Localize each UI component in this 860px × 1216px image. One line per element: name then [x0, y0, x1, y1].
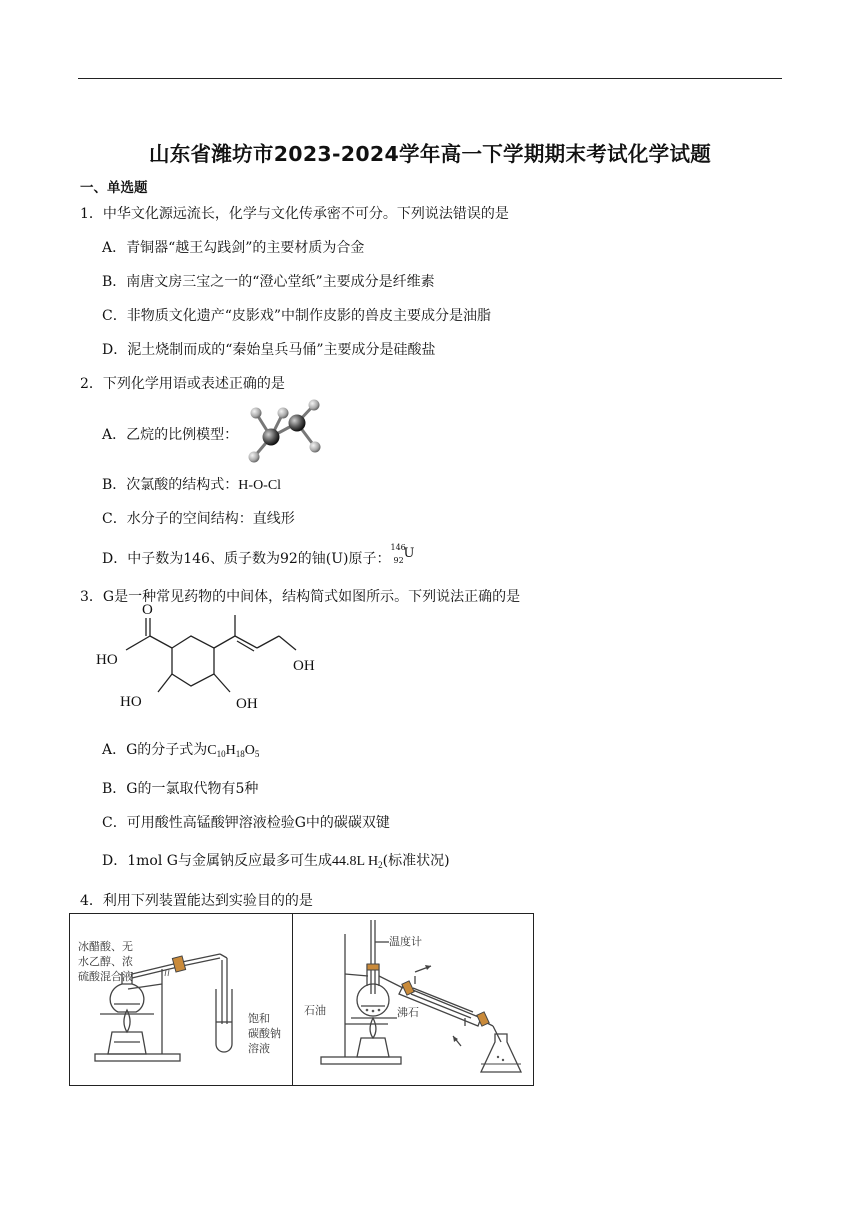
reagent-label-line2: 水乙醇、浓: [78, 955, 133, 968]
element-symbol: U: [403, 546, 415, 561]
tube-label-line2: 碳酸钠: [248, 1027, 281, 1040]
carboxyl-hydroxyl: HO: [96, 652, 118, 668]
q2-option-d: [102, 545, 416, 569]
q4-stem: 4．利用下列装置能达到实验目的的是: [80, 893, 313, 909]
carbonyl-oxygen: O: [142, 602, 153, 618]
reagent-label-line3: 硫酸混合液: [78, 970, 133, 983]
section-heading: 一、单选题: [80, 180, 148, 196]
atomic-number: 92: [393, 556, 404, 565]
page-title: 山东省潍坊市2023-2024学年高一下学期期末考试化学试题: [148, 142, 712, 166]
oil-label: 石油: [304, 1004, 326, 1017]
q1-option-c: C．非物质文化遗产“皮影戏”中制作皮影的兽皮主要成分是油脂: [102, 308, 492, 324]
formula-c: C: [207, 743, 217, 758]
q1-option-b: B．南唐文房三宝之一的“澄心堂纸”主要成分是纤维素: [102, 274, 435, 290]
q2-option-b: [102, 474, 281, 494]
formula-c-count: 10: [216, 749, 226, 759]
ring-hydroxyl-right: OH: [236, 696, 258, 712]
hydrogen-subscript: 2: [378, 860, 383, 870]
uranium-isotope: [390, 545, 416, 569]
apparatus-figure-box: [69, 913, 534, 1086]
q3-option-c: C．可用酸性高锰酸钾溶液检验G中的碳碳双键: [102, 815, 390, 831]
hydrogen-volume: [332, 854, 383, 869]
hydrogen-volume-value: 44.8L H: [331, 854, 379, 869]
formula-h: H: [225, 743, 236, 758]
reagent-label-line1: 冰醋酸、无: [78, 940, 133, 953]
formula-o-count: 5: [254, 749, 260, 759]
thermometer-label: 温度计: [389, 935, 422, 948]
q1-stem: 1．中华文化源远流长，化学与文化传承密不可分。下列说法错误的是: [80, 206, 509, 222]
q2-option-c: C．水分子的空间结构：直线形: [102, 511, 295, 527]
header-rule: [78, 78, 782, 79]
tube-label-line1: 饱和: [248, 1012, 270, 1025]
terminal-hydroxyl: OH: [293, 658, 315, 674]
tube-label-line3: 溶液: [248, 1042, 270, 1055]
q1-option-a: A．青铜器“越王勾践剑”的主要材质为合金: [102, 240, 365, 256]
q3-option-d-suffix: (标准状况): [382, 853, 450, 869]
q2-option-d-text: D．中子数为146、质子数为92的铀(U)原子：: [102, 551, 391, 567]
ethane-model-figure: [243, 397, 325, 463]
q3-option-d-text: D．1mol G与金属钠反应最多可生成: [102, 853, 332, 869]
q3-option-a-text: A．G的分子式为: [102, 742, 208, 758]
molecular-formula: [207, 743, 259, 758]
ring-hydroxyl-left: HO: [120, 694, 142, 710]
boiling-chips-label: 沸石: [397, 1006, 419, 1019]
compound-g-structure: [90, 602, 330, 720]
q1-option-d: D．泥土烧制而成的“秦始皇兵马俑”主要成分是硅酸盐: [102, 342, 436, 358]
q3-option-d: [102, 850, 450, 870]
mass-number: 146: [390, 543, 406, 552]
q3-option-b: B．G的一氯取代物有5种: [102, 781, 259, 797]
formula-h-count: 18: [235, 749, 245, 759]
q2-option-a: A．乙烷的比例模型：: [102, 427, 239, 443]
formula-o: O: [244, 743, 255, 758]
hclo-formula: H-O-Cl: [238, 478, 282, 493]
q2-stem: 2．下列化学用语或表述正确的是: [80, 376, 285, 392]
q3-stem: 3．G是一种常见药物的中间体，结构简式如图所示。下列说法正确的是: [80, 589, 521, 605]
q3-option-a: [102, 739, 259, 759]
q2-option-b-text: B．次氯酸的结构式：: [102, 477, 239, 493]
